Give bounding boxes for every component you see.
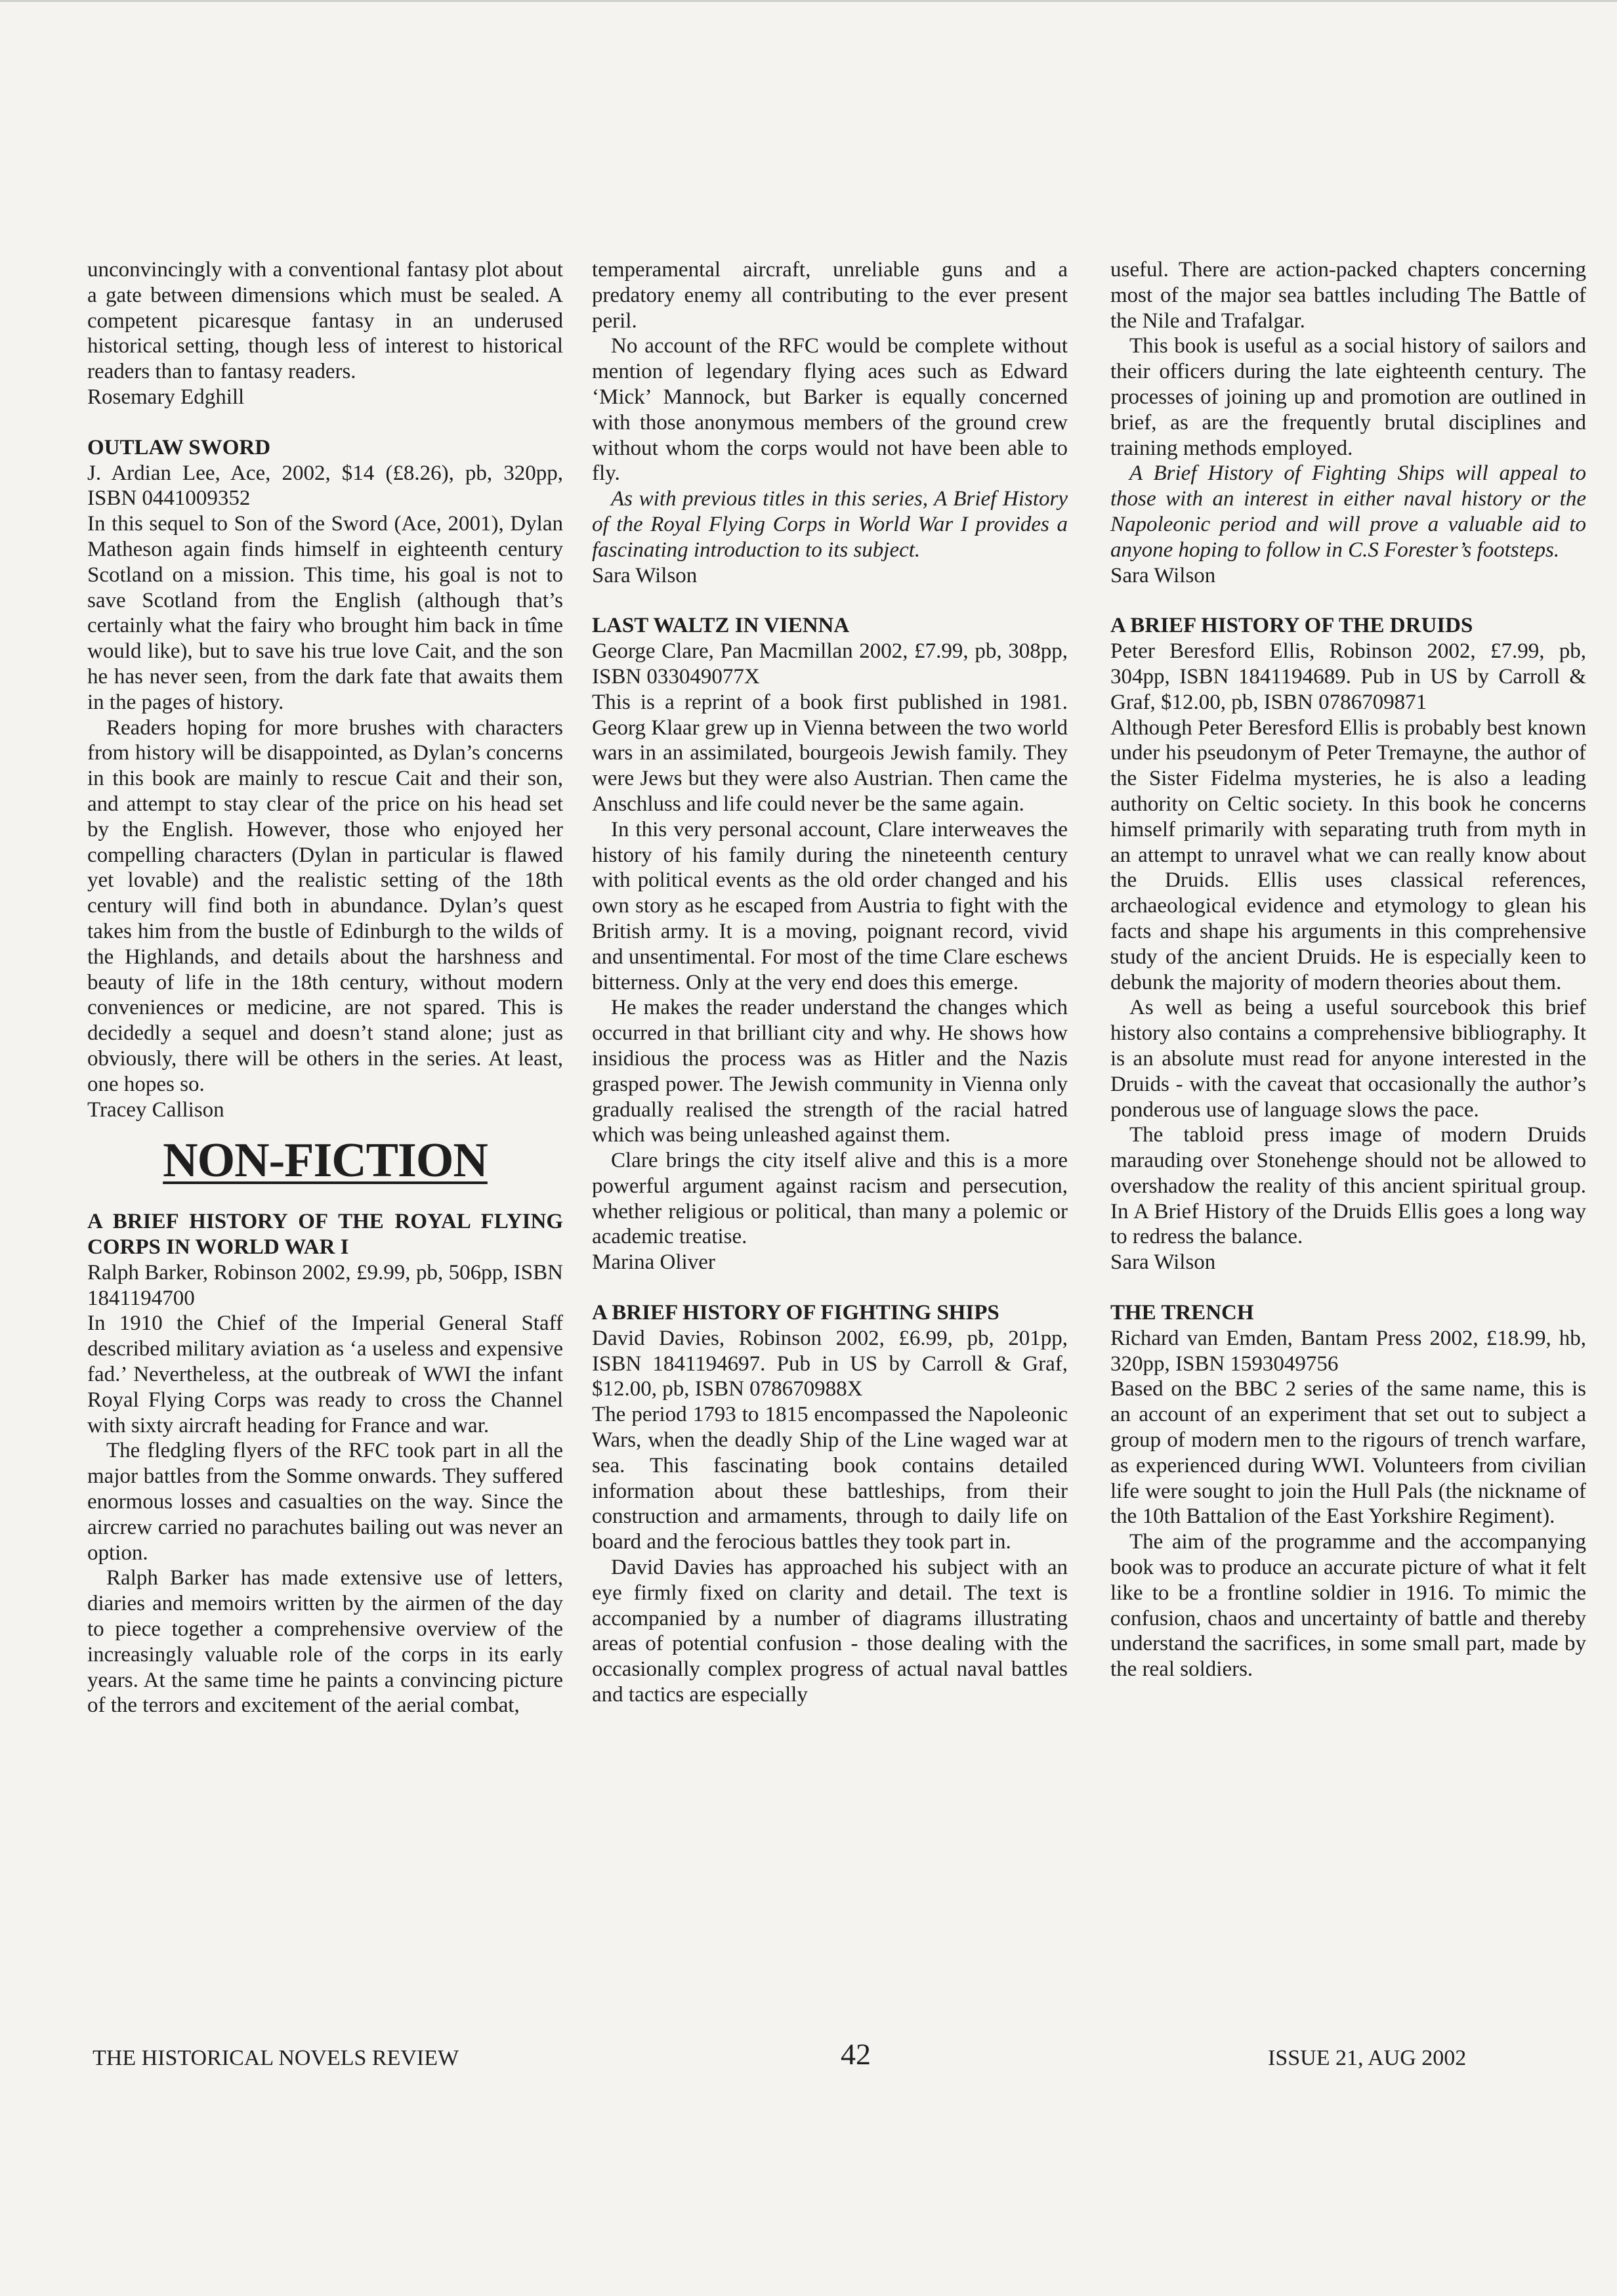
column-left bbox=[87, 257, 563, 1718]
footer-page-number: 42 bbox=[841, 2037, 871, 2071]
review-meta-outlaw-sword: J. Ardian Lee, Ace, 2002, $14 (£8.26), pb, 320pp, ISBN 0441009352 bbox=[87, 461, 563, 511]
review-title-outlaw-sword: OUTLAW SWORD bbox=[87, 435, 271, 459]
review-title-druids: A BRIEF HISTORY OF THE DRUIDS bbox=[1110, 614, 1473, 638]
review-paragraph-italic: As with previous titles in this series, A Brief History of the Royal Flying Corps in World War I provides a fascinating introduction to its subject. bbox=[592, 487, 1068, 562]
reviewer-signature: Rosemary Edghill bbox=[87, 385, 245, 409]
review-paragraph: In this sequel to Son of the Sword (Ace, 2001), Dylan Matheson again finds himself in eighteenth century Scotland on a mission. This time, his goal is not to save Scotland from the English (although that’s certainly what the fairy who brought him back in tîme would like), but to save his true love Cait, and the son he has never seen, from the dark fate that awaits them in the pages of history. bbox=[87, 512, 563, 714]
review-paragraph: A Brief History of Fighting Ships will appeal to those with an interest in either naval history or the Napoleonic period and will prove a valuable aid to anyone hoping to follow in C.S Forester’s footsteps. bbox=[1110, 461, 1586, 562]
review-paragraph: The tabloid press image of modern Druids marauding over Stonehenge should not be allowed to overshadow the reality of this ancient spiritual group. In A Brief History of the Druids Ellis goes a long way to redress the balance. bbox=[1110, 1123, 1586, 1249]
reviewer-signature: Marina Oliver bbox=[592, 1250, 715, 1275]
review-meta-royal-flying-corps: Ralph Barker, Robinson 2002, £9.99, pb, 506pp, ISBN 1841194700 bbox=[87, 1260, 563, 1310]
review-meta-fighting-ships: David Davies, Robinson 2002, £6.99, pb, 201pp, ISBN 1841194697. Pub in US by Carroll & Graf, $12.00, pb, ISBN 078670988X bbox=[592, 1326, 1068, 1401]
review-paragraph: Although Peter Beresford Ellis is probably best known under his pseudonym of Peter Tremayne, the author of the Sister Fidelma mysteries, he is also a leading authority on Celtic society. In this book he concerns himself primarily with separating truth from myth in an attempt to unravel what we can really know about the Druids. Ellis uses classical references, archaeological evidence and etymology to glean his facts and shape his arguments in this comprehensive study of the ancient Druids. He is especially keen to debunk the majority of modern theories about them. bbox=[1110, 715, 1586, 994]
review-continued-text: temperamental aircraft, unreliable guns and a predatory enemy all contributing to the ever present peril. bbox=[592, 258, 1068, 333]
reviewer-signature: Sara Wilson bbox=[592, 563, 698, 587]
reviewer-signature: Sara Wilson bbox=[1110, 563, 1216, 587]
review-paragraph: As well as being a useful sourcebook this brief history also contains a comprehensive bibliography. It is an absolute must read for anyone interested in the Druids - with the caveat that occasionally the author’s ponderous use of language slows the pace. bbox=[1110, 996, 1586, 1122]
review-paragraph: This book is useful as a social history of sailors and their officers during the late eighteenth century. The processes of joining up and promotion are outlined in brief, as are the frequently brutal disciplines and training methods employed. bbox=[1110, 334, 1586, 460]
review-title-royal-flying-corps: A BRIEF HISTORY OF THE ROYAL FLYING CORPS IN WORLD WAR I bbox=[87, 1210, 563, 1260]
review-continued-text: useful. There are action-packed chapters concerning most of the major sea battles including The Battle of the Nile and Trafalgar. bbox=[1110, 258, 1586, 333]
review-meta-the-trench: Richard van Emden, Bantam Press 2002, £18.99, hb, 320pp, ISBN 1593049756 bbox=[1110, 1326, 1586, 1376]
review-paragraph: He makes the reader understand the changes which occurred in that brilliant city and why. He shows how insidious the process was as Hitler and the Nazis grasped power. The Jewish community in Vienna only gradually realised the strength of the racial hatred which was being unleashed against them. bbox=[592, 996, 1068, 1147]
review-paragraph: In this very personal account, Clare interweaves the history of his family during the nineteenth century with political events as the old order changed and his own story as he escaped from Austria to fight with the British army. It is a moving, poignant record, vivid and unsentimental. For most of the time Clare eschews bitterness. Only at the very end does this emerge. bbox=[592, 817, 1068, 994]
review-paragraph: The aim of the programme and the accompanying book was to produce an accurate picture of what it felt like to be a frontline soldier in 1916. To mimic the confusion, chaos and uncertainty of battle and thereby understand the sacrifices, in some small part, made by the real soldiers. bbox=[1110, 1530, 1586, 1682]
footer-issue: ISSUE 21, AUG 2002 bbox=[1268, 2046, 1467, 2070]
review-title-last-waltz: LAST WALTZ IN VIENNA bbox=[592, 614, 850, 638]
review-paragraph: Readers hoping for more brushes with characters from history will be disappointed, as Dylan’s concerns in this book are mainly to rescue Cait and their son, and attempt to stay clear of the price on his head set by the English. However, those who enjoyed her compelling characters (Dylan in particular is flawed yet lovable) and the realistic setting of the 18th century will find both in abundance. Dylan’s quest takes him from the bustle of Edinburgh to the wilds of the Highlands, and details about the harshness and beauty of life in the 18th century, without modern conveniences or medicine, are not spared. This is decidedly a sequel and doesn’t stand alone; just as obviously, there will be others in the series. At least, one hopes so. bbox=[87, 715, 563, 1096]
review-paragraph: This is a reprint of a book first published in 1981. Georg Klaar grew up in Vienna between the two world wars in an assimilated, bourgeois Jewish family. They were Jews but they were also Austrian. Then came the Anschluss and life could never be the same again. bbox=[592, 690, 1068, 816]
review-title-the-trench: THE TRENCH bbox=[1110, 1301, 1254, 1325]
reviewer-signature: Sara Wilson bbox=[1110, 1250, 1216, 1275]
review-paragraph: Based on the BBC 2 series of the same name, this is an account of an experiment that set out to subject a group of modern men to the rigours of trench warfare, as experienced during WWI. Volunteers from civilian life were sought to join the Hull Pals (the nickname of the 10th Battalion of the East Yorkshire Regiment). bbox=[1110, 1377, 1586, 1529]
review-meta-druids: Peter Beresford Ellis, Robinson 2002, £7.99, pb, 304pp, ISBN 1841194689. Pub in US by Carroll & Graf, $12.00, pb, ISBN 0786709871 bbox=[1110, 639, 1586, 714]
column-right bbox=[1110, 257, 1586, 1682]
review-meta-last-waltz: George Clare, Pan Macmillan 2002, £7.99, pb, 308pp, ISBN 033049077X bbox=[592, 639, 1068, 689]
review-title-fighting-ships: A BRIEF HISTORY OF FIGHTING SHIPS bbox=[592, 1301, 999, 1325]
review-continued-text: unconvincingly with a conventional fantasy plot about a gate between dimensions which must be sealed. A competent picaresque fantasy in an underused historical setting, though less of interest to historical readers than to fantasy readers. bbox=[87, 258, 563, 384]
footer-publication-name: THE HISTORICAL NOVELS REVIEW bbox=[93, 2046, 459, 2070]
review-paragraph: David Davies has approached his subject with an eye firmly fixed on clarity and detail. The text is accompanied by a number of diagrams illustrating areas of potential confusion - those dealing with the occasionally complex progress of actual naval battles and tactics are especially bbox=[592, 1556, 1068, 1707]
section-heading-non-fiction: NON-FICTION bbox=[163, 1134, 488, 1188]
review-paragraph: The fledgling flyers of the RFC took part in all the major battles from the Somme onwards. They suffered enormous losses and casualties on the way. Since the aircrew carried no parachutes bailing out was never an option. bbox=[87, 1439, 563, 1565]
review-paragraph: No account of the RFC would be complete without mention of legendary flying aces such as Edward ‘Mick’ Mannock, but Barker is equally concerned with those anonymous members of the ground crew without whom the corps would not have been able to fly. bbox=[592, 334, 1068, 486]
reviewer-signature: Tracey Callison bbox=[87, 1097, 224, 1122]
review-paragraph: The period 1793 to 1815 encompassed the Napoleonic Wars, when the deadly Ship of the Line waged war at sea. This fascinating book contains detailed information about these battleships, from their construction and armaments, through to daily life on board and the ferocious battles they took part in. bbox=[592, 1403, 1068, 1554]
top-edge-line bbox=[0, 0, 1617, 2]
review-paragraph: In 1910 the Chief of the Imperial General Staff described military aviation as ‘a useless and expensive fad.’ Nevertheless, at the outbreak of WWI the infant Royal Flying Corps was ready to cross the Channel with sixty aircraft heading for France and war. bbox=[87, 1311, 563, 1437]
review-paragraph: Ralph Barker has made extensive use of letters, diaries and memoirs written by the airmen of the day to piece together a comprehensive overview of the increasingly valuable role of the corps in its early years. At the same time he paints a convincing picture of the terrors and excitement of the aerial combat, bbox=[87, 1566, 563, 1718]
column-middle bbox=[592, 257, 1068, 1708]
review-paragraph: Clare brings the city itself alive and this is a more powerful argument against racism and persecution, whether religious or political, than many a polemic or academic treatise. bbox=[592, 1149, 1068, 1249]
